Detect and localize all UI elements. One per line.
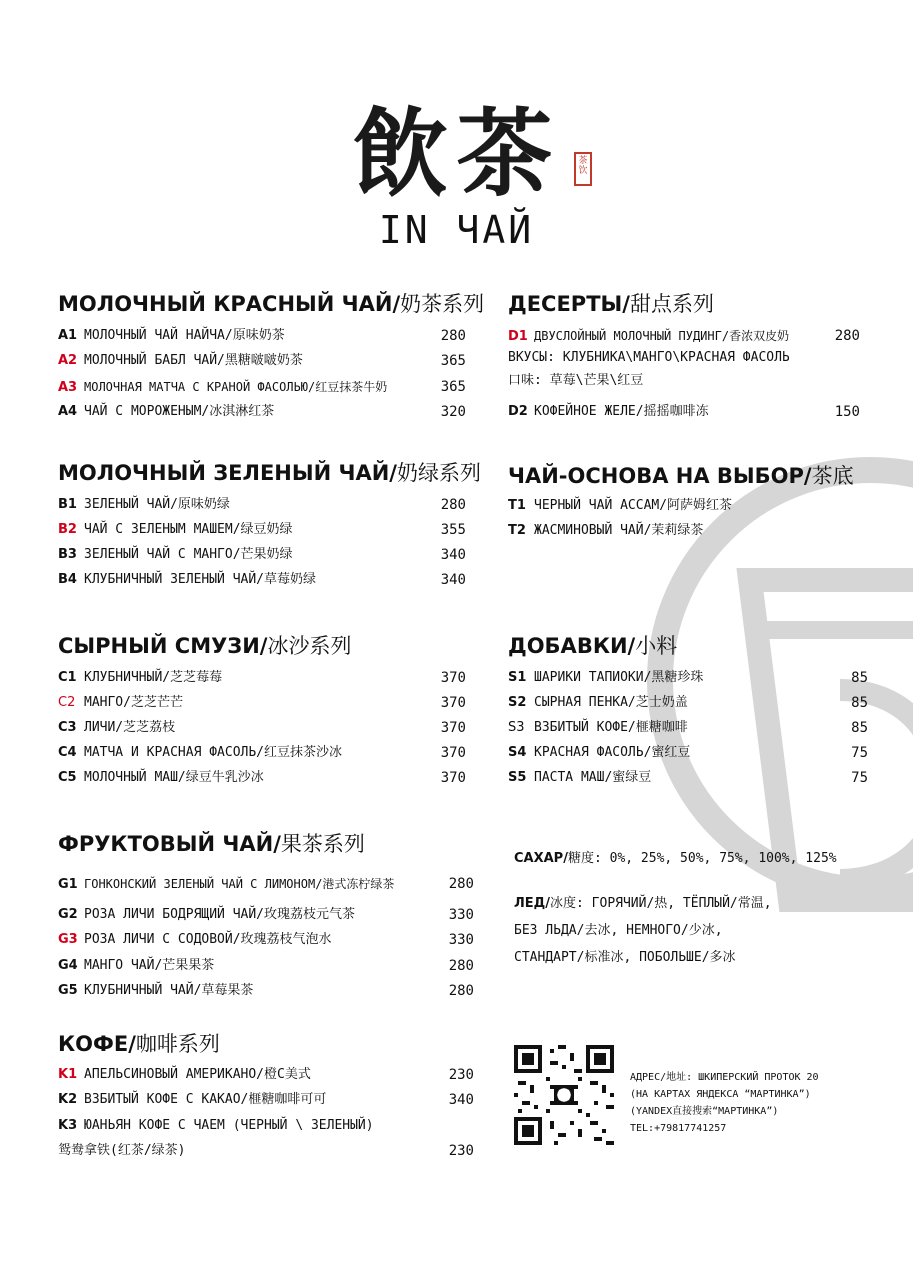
menu-item: S2 СЫРНАЯ ПЕНКА/芝士奶盖 xyxy=(508,695,688,710)
item-price: 280 xyxy=(448,876,474,892)
menu-item: K1 АПЕЛЬСИНОВЫЙ АМЕРИКАНО/橙C美式 xyxy=(58,1067,311,1082)
ice-options-line2: БЕЗ ЛЬДА/去冰, НЕМНОГО/少冰, xyxy=(514,923,723,938)
menu-item: A4 ЧАЙ С МОРОЖЕНЫМ/冰淇淋红茶 xyxy=(58,404,275,419)
menu-item: A3 МОЛОЧНАЯ МАТЧА С КРАНОЙ ФАСОЛЬЮ/红豆抹茶牛奶 xyxy=(58,380,388,395)
item-price: 370 xyxy=(440,720,466,736)
item-price: 85 xyxy=(851,695,868,711)
dessert-flavors: ВКУСЫ: КЛУБНИКА\МАНГО\КРАСНАЯ ФАСОЛЬ xyxy=(508,350,790,365)
item-price: 370 xyxy=(440,695,466,711)
phone: TEL:+79817741257 xyxy=(630,1123,727,1134)
ice-options: ЛЕД/冰度: ГОРЯЧИЙ/热, ТЁПЛЫЙ/常温, xyxy=(514,896,772,911)
address-line: АДРЕС/地址: ШКИПЕРСКИЙ ПРОТОК 20 xyxy=(630,1072,819,1083)
sugar-options: САХАР/糖度: 0%, 25%, 50%, 75%, 100%, 125% xyxy=(514,851,837,866)
menu-item: K2 ВЗБИТЫЙ КОФЕ С КАКАО/榧糖咖啡可可 xyxy=(58,1092,327,1107)
menu-item: C1 КЛУБНИЧНЫЙ/芝芝莓莓 xyxy=(58,670,223,685)
ice-options-line3: СТАНДАРТ/标准冰, ПОБОЛЬШЕ/多冰 xyxy=(514,950,736,965)
menu-item: G4 МАНГО ЧАЙ/芒果果茶 xyxy=(58,958,215,973)
section-title-milk-green: МОЛОЧНЫЙ ЗЕЛЕНЫЙ ЧАЙ/奶绿系列 xyxy=(58,461,481,485)
menu-item: B1 ЗЕЛЕНЫЙ ЧАЙ/原味奶绿 xyxy=(58,497,230,512)
item-price: 75 xyxy=(851,770,868,786)
item-price: 370 xyxy=(440,670,466,686)
item-price: 230 xyxy=(448,1067,474,1083)
item-price: 85 xyxy=(851,720,868,736)
section-title-desserts: ДЕСЕРТЫ/甜点系列 xyxy=(508,292,714,316)
menu-item-subline: 鸳鸯拿铁(红茶/绿茶) xyxy=(58,1143,186,1158)
item-price: 230 xyxy=(448,1143,474,1159)
item-price: 370 xyxy=(440,745,466,761)
item-price: 340 xyxy=(440,547,466,563)
item-price: 340 xyxy=(448,1092,474,1108)
item-price: 150 xyxy=(834,404,860,420)
item-price: 340 xyxy=(440,572,466,588)
section-title-coffee: КОФЕ/咖啡系列 xyxy=(58,1032,220,1056)
menu-item: S3 ВЗБИТЫЙ КОФЕ/榧糖咖啡 xyxy=(508,720,688,735)
menu-item: B3 ЗЕЛЕНЫЙ ЧАЙ С МАНГО/芒果奶绿 xyxy=(58,547,293,562)
section-title-smoothie: СЫРНЫЙ СМУЗИ/冰沙系列 xyxy=(58,634,352,658)
seal-stamp: 茶饮 xyxy=(574,152,592,186)
menu-item: K3 ЮАНЬЯН КОФЕ С ЧАЕМ (ЧЕРНЫЙ \ ЗЕЛЕНЫЙ) xyxy=(58,1118,374,1133)
logo-chinese: 飲茶 xyxy=(352,97,561,210)
item-price: 365 xyxy=(440,353,466,369)
logo-title: IN ЧАЙ xyxy=(378,208,535,252)
section-title-tea-base: ЧАЙ-ОСНОВА НА ВЫБОР/茶底 xyxy=(508,464,854,488)
item-price: 280 xyxy=(440,497,466,513)
address-yandex-ru: (НА КАРТАХ ЯНДЕКСА “МАРТИНКА”) xyxy=(630,1089,811,1100)
menu-item: G1 ГОНКОНСКИЙ ЗЕЛЕНЫЙ ЧАЙ С ЛИМОНОМ/港式冻柠绿茶 xyxy=(58,877,395,892)
item-price: 320 xyxy=(440,404,466,420)
menu-item: A1 МОЛОЧНЫЙ ЧАЙ НАЙЧА/原味奶茶 xyxy=(58,328,285,343)
item-price: 330 xyxy=(448,907,474,923)
address-yandex: (YANDEX直接搜索“МАРТИНКА”) xyxy=(630,1106,779,1117)
item-price: 355 xyxy=(440,522,466,538)
menu-item: B4 КЛУБНИЧНЫЙ ЗЕЛЕНЫЙ ЧАЙ/草莓奶绿 xyxy=(58,572,317,587)
menu-item: C2 МАНГО/芝芝芒芒 xyxy=(58,695,183,710)
menu-item: A2 МОЛОЧНЫЙ БАБЛ ЧАЙ/黑糖啵啵奶茶 xyxy=(58,353,303,368)
menu-item: T1 ЧЕРНЫЙ ЧАЙ АССАМ/阿萨姆红茶 xyxy=(508,498,733,513)
menu-item: G3 РОЗА ЛИЧИ С СОДОВОЙ/玫瑰荔枝气泡水 xyxy=(58,932,332,947)
menu-item: C4 МАТЧА И КРАСНАЯ ФАСОЛЬ/红豆抹茶沙冰 xyxy=(58,745,343,760)
menu-item: C5 МОЛОЧНЫЙ МАШ/绿豆牛乳沙冰 xyxy=(58,770,264,785)
menu-item: T2 ЖАСМИНОВЫЙ ЧАЙ/茉莉绿茶 xyxy=(508,523,704,538)
menu-item: S4 КРАСНАЯ ФАСОЛЬ/蜜红豆 xyxy=(508,745,691,760)
item-price: 330 xyxy=(448,932,474,948)
item-price: 280 xyxy=(448,958,474,974)
item-price: 365 xyxy=(440,379,466,395)
menu-item: D1 ДВУСЛОЙНЫЙ МОЛОЧНЫЙ ПУДИНГ/香浓双皮奶 xyxy=(508,329,790,344)
section-title-fruit: ФРУКТОВЫЙ ЧАЙ/果茶系列 xyxy=(58,832,365,856)
menu-item: S5 ПАСТА МАШ/蜜绿豆 xyxy=(508,770,652,785)
wechat-qr-code xyxy=(514,1045,614,1145)
item-price: 85 xyxy=(851,670,868,686)
section-title-milk-red: МОЛОЧНЫЙ КРАСНЫЙ ЧАЙ/奶茶系列 xyxy=(58,292,485,316)
item-price: 280 xyxy=(448,983,474,999)
dessert-flavors-cn: 口味: 草莓\芒果\红豆 xyxy=(508,373,644,388)
menu-item: B2 ЧАЙ С ЗЕЛЕНЫМ МАШЕМ/绿豆奶绿 xyxy=(58,522,293,537)
item-price: 370 xyxy=(440,770,466,786)
section-title-addons: ДОБАВКИ/小料 xyxy=(508,634,678,658)
menu-item: D2 КОФЕЙНОЕ ЖЕЛЕ/摇摇咖啡冻 xyxy=(508,404,709,419)
menu-item: C3 ЛИЧИ/芝芝荔枝 xyxy=(58,720,176,735)
menu-item: S1 ШАРИКИ ТАПИОКИ/黑糖珍珠 xyxy=(508,670,704,685)
menu-item: G5 КЛУБНИЧНЫЙ ЧАЙ/草莓果茶 xyxy=(58,983,254,998)
item-price: 280 xyxy=(834,328,860,344)
menu-item: G2 РОЗА ЛИЧИ БОДРЯЩИЙ ЧАЙ/玫瑰荔枝元气茶 xyxy=(58,907,356,922)
item-price: 280 xyxy=(440,328,466,344)
item-price: 75 xyxy=(851,745,868,761)
